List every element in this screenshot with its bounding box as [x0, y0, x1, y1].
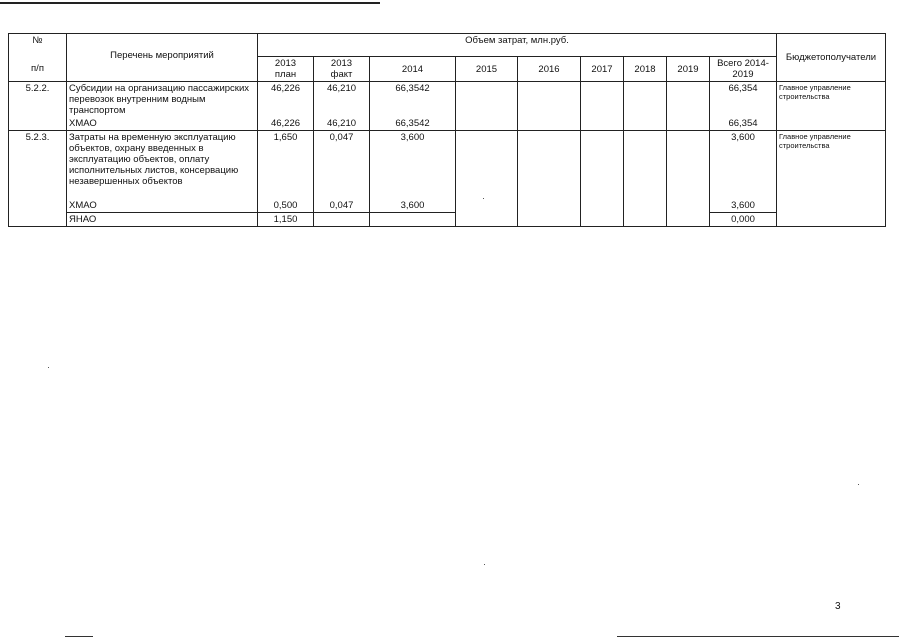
header-num-label: № [32, 35, 43, 46]
cell-2013-fact [314, 131, 370, 200]
recipient-label: Главное управление строительства [779, 132, 851, 150]
cell-2014 [370, 82, 456, 118]
cell-2015 [456, 199, 518, 213]
budget-table [8, 33, 886, 227]
header-year-2016 [518, 57, 581, 82]
cell-2018 [624, 213, 667, 227]
header-row-1 [9, 34, 886, 57]
cell-2017 [581, 82, 624, 118]
value: 66,354 [728, 83, 758, 94]
value: 46,210 [326, 118, 357, 129]
cell-2013-fact [314, 199, 370, 213]
subrow-name [67, 117, 258, 131]
cell-2013-plan [258, 213, 314, 227]
year-label: 2019 [677, 63, 699, 75]
cell-total [710, 131, 777, 200]
cell-2017 [581, 117, 624, 131]
cell-recipient-empty [777, 117, 886, 131]
table-row [9, 131, 886, 200]
table-subrow [9, 213, 886, 227]
scan-top-line [0, 2, 380, 4]
cell-2017 [581, 131, 624, 200]
cell-2016 [518, 131, 581, 200]
value: 66,354 [728, 118, 758, 129]
value: 0,000 [731, 214, 755, 225]
header-year-2013-fact [314, 57, 370, 82]
scan-bottom-line-left [65, 636, 93, 637]
cell-2019 [667, 131, 710, 200]
cell-2019 [667, 82, 710, 118]
value: 46,226 [270, 118, 301, 129]
cell-2013-plan [258, 117, 314, 131]
subrow-name [67, 199, 258, 213]
header-num [9, 34, 67, 57]
scan-speck [858, 484, 859, 485]
value: 66,3542 [395, 83, 430, 94]
value: 66,3542 [395, 118, 430, 129]
cell-2018 [624, 117, 667, 131]
value: 3,600 [400, 200, 425, 211]
cell-2013-fact [314, 213, 370, 227]
row-num-empty [9, 213, 67, 227]
year-label: Всего 2014- [717, 58, 769, 69]
cell-2013-plan [258, 131, 314, 200]
cell-2019 [667, 199, 710, 213]
cell-2016 [518, 199, 581, 213]
year-label: 2017 [591, 63, 613, 75]
cell-2013-fact [314, 82, 370, 118]
row-name-label: Субсидии на организацию пассажирских перевозок внутренним водным транспортом [69, 83, 250, 116]
year-label: 2013 [274, 58, 297, 69]
page-number: 3 [835, 601, 841, 612]
cell-total [710, 199, 777, 213]
cell-total [710, 117, 777, 131]
cell-2014 [370, 199, 456, 213]
row-num-label: 5.2.3. [25, 132, 50, 143]
row-num-empty [9, 117, 67, 131]
value: 3,600 [400, 132, 425, 143]
year-label: 2014 [401, 63, 424, 75]
scan-bottom-line-right [617, 636, 899, 637]
header-recipients-cell [777, 34, 886, 82]
row-num [9, 82, 67, 118]
scan-speck [48, 367, 49, 368]
cell-recipient-empty [777, 199, 886, 213]
table-subrow [9, 117, 886, 131]
row-num [9, 131, 67, 200]
header-year-2018 [624, 57, 667, 82]
header-recipients: Бюджетополучатели [785, 52, 877, 63]
cell-2017 [581, 213, 624, 227]
subrow-name-label: ХМАО [69, 118, 97, 129]
cell-recipient [777, 82, 886, 118]
cell-recipient [777, 131, 886, 200]
cell-2016 [518, 213, 581, 227]
cell-2014 [370, 131, 456, 200]
cell-2019 [667, 213, 710, 227]
header-costs: Объем затрат, млн.руб. [465, 35, 569, 46]
table-subrow [9, 199, 886, 213]
header-year-2019 [667, 57, 710, 82]
header-year-2014 [370, 57, 456, 82]
header-num-pp-label: п/п [31, 63, 44, 75]
value: 0,500 [273, 200, 298, 211]
subrow-name [67, 213, 258, 227]
value: 1,650 [273, 132, 298, 143]
year-sublabel: факт [330, 69, 353, 80]
value: 46,226 [270, 83, 301, 94]
header-measures-cell [67, 34, 258, 82]
scan-speck [483, 198, 484, 199]
value: 46,210 [326, 83, 357, 94]
header-year-2015 [456, 57, 518, 82]
value: 1,150 [273, 214, 298, 225]
table-row [9, 82, 886, 118]
value: 3,600 [731, 200, 755, 211]
cell-2018 [624, 82, 667, 118]
row-name [67, 82, 258, 118]
value: 3,600 [731, 132, 755, 143]
cell-recipient-empty [777, 213, 886, 227]
header-total [710, 57, 777, 82]
row-name-label: Затраты на временную эксплуатацию объектов, охрану введенных в эксплуатацию объектов, оплату исполнительных листов, консервацию незавершенных объектов [69, 132, 239, 187]
year-label: 2013 [330, 58, 353, 69]
cell-2016 [518, 117, 581, 131]
year-sublabel: план [274, 69, 297, 80]
year-sublabel: 2019 [732, 69, 754, 80]
cell-total [710, 213, 777, 227]
cell-2013-plan [258, 199, 314, 213]
cell-2016 [518, 82, 581, 118]
cell-2014 [370, 117, 456, 131]
cell-2019 [667, 117, 710, 131]
header-num-pp [9, 57, 67, 82]
header-costs-cell [258, 34, 777, 57]
scan-speck [484, 564, 485, 565]
header-measures: Перечень мероприятий [110, 50, 214, 61]
cell-2013-fact [314, 117, 370, 131]
recipient-label: Главное управление строительства [779, 83, 851, 101]
cell-2018 [624, 131, 667, 200]
cell-2013-plan [258, 82, 314, 118]
header-year-2013-plan [258, 57, 314, 82]
value: 0,047 [329, 132, 354, 143]
cell-2015 [456, 213, 518, 227]
cell-2017 [581, 199, 624, 213]
header-year-2017 [581, 57, 624, 82]
row-name [67, 131, 258, 200]
cell-total [710, 82, 777, 118]
row-num-empty [9, 199, 67, 213]
cell-2015 [456, 117, 518, 131]
cell-2018 [624, 199, 667, 213]
cell-2015 [456, 82, 518, 118]
value: 0,047 [329, 200, 354, 211]
year-label: 2018 [634, 63, 656, 75]
subrow-name-label: ЯНАО [69, 214, 97, 225]
year-label: 2016 [538, 63, 560, 75]
row-num-label: 5.2.2. [25, 83, 50, 94]
year-label: 2015 [475, 63, 498, 75]
subrow-name-label: ХМАО [69, 200, 97, 211]
cell-2014 [370, 213, 456, 227]
cell-2015 [456, 131, 518, 200]
